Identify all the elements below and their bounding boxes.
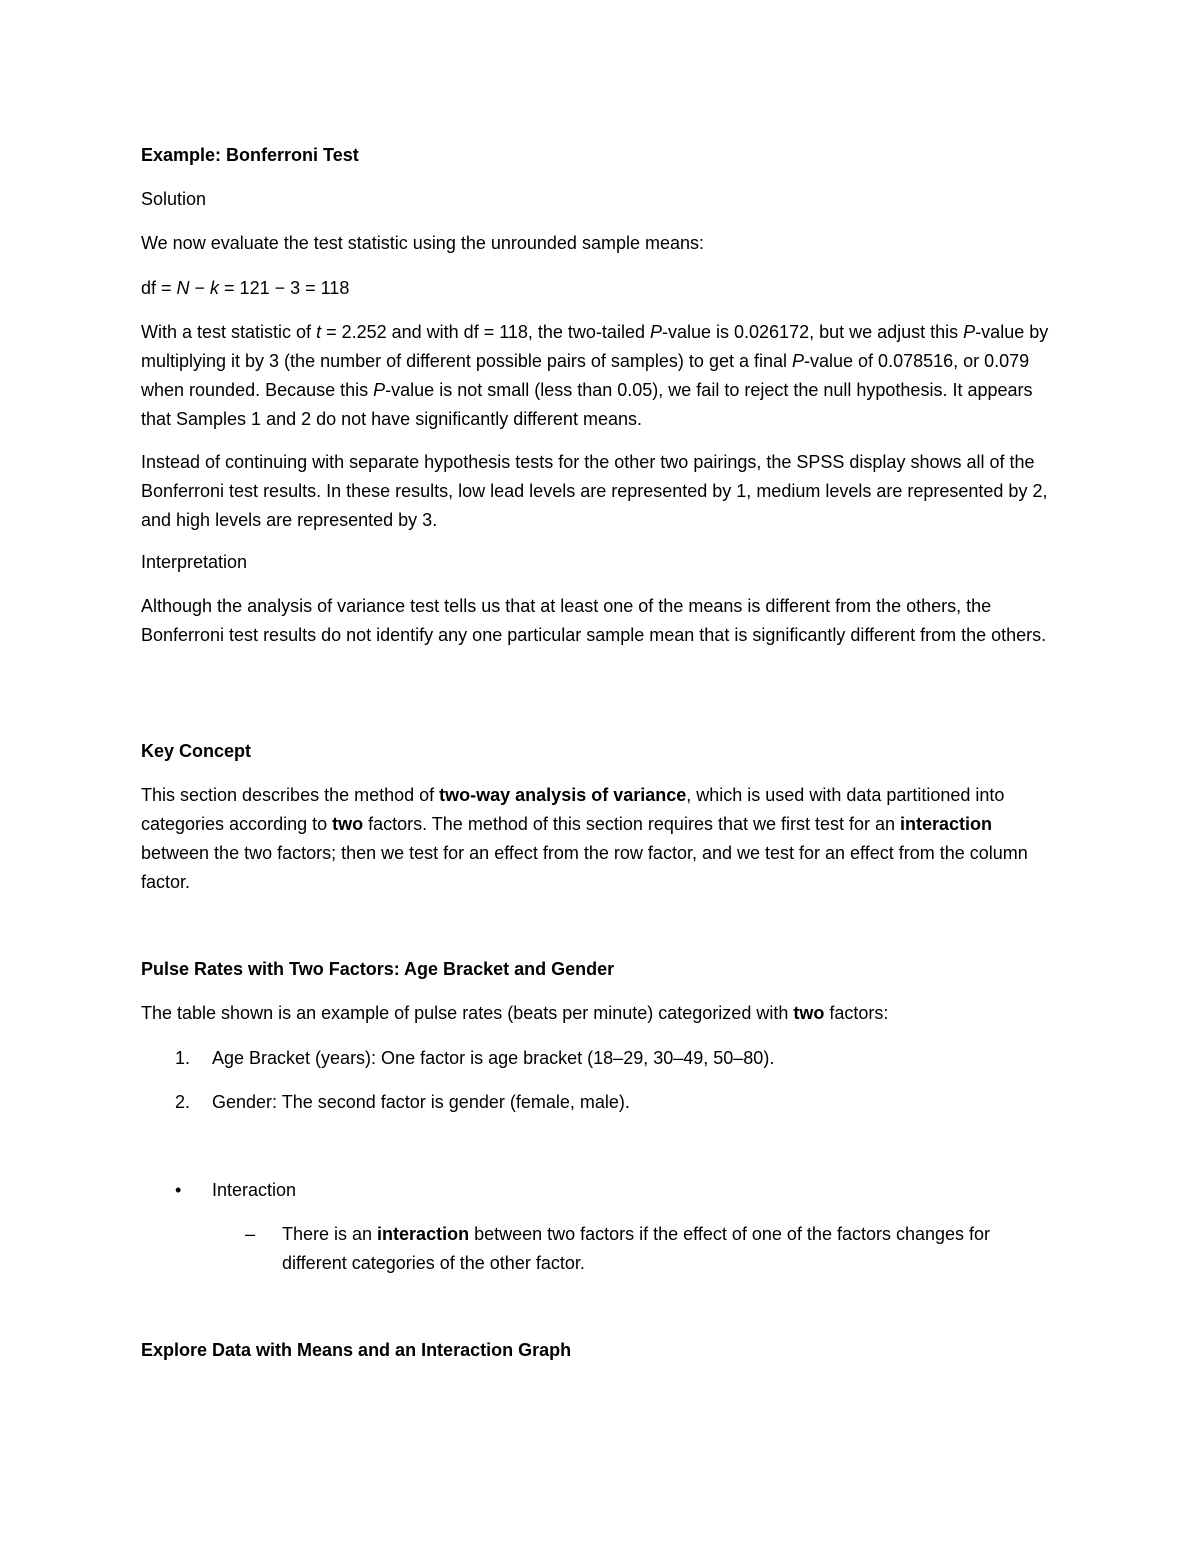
dash-icon: – (245, 1224, 256, 1244)
list-item: Age Bracket (years): One factor is age bracket (18–29, 30–49, 50–80). (212, 1048, 775, 1068)
solution-label: Solution (141, 189, 207, 209)
result-paragraph: With a test statistic of t = 2.252 and with df = 118, the two-tailed P-value is 0.026172, but we adjust this P-value by multiplying it by 3 (the number of different possible pairs of samples) to get a final P-value of 0.078516, or 0.079 when rounded. Because this P-value is not small (less than 0.05), we fail to reject the null hypothesis. It appears that Samples 1 and 2 do not have significantly different means. (141, 322, 1049, 429)
interpretation-paragraph: Although the analysis of variance test tells us that at least one of the means is different from the others, the Bonferroni test results do not identify any one particular sample mean that is significantly different from the others. (141, 596, 1047, 645)
pulse-intro: The table shown is an example of pulse rates (beats per minute) categorized with two factors: (141, 1003, 889, 1023)
df-formula: df = N − k = 121 − 3 = 118 (141, 278, 350, 298)
bullet-item-interaction: Interaction (212, 1180, 297, 1200)
list-item-number: 2. (175, 1092, 191, 1112)
list-item-number: 1. (175, 1048, 191, 1068)
interaction-definition: There is an interaction between two factors if the effect of one of the factors changes for different categories of the other factor. (282, 1224, 991, 1273)
key-concept-paragraph: This section describes the method of two-way analysis of variance, which is used with data partitioned into categories according to two factors. The method of this section requires that we first test for an interaction between the two factors; then we test for an effect from the row factor, and we test for an effect from the column factor. (141, 785, 1028, 892)
intro-text: We now evaluate the test statistic using the unrounded sample means: (141, 233, 704, 253)
bullet-icon: • (175, 1180, 182, 1200)
example-heading: Example: Bonferroni Test (141, 145, 359, 165)
key-concept-heading: Key Concept (141, 741, 252, 761)
pulse-rates-heading: Pulse Rates with Two Factors: Age Bracket and Gender (141, 959, 615, 979)
spss-paragraph: Instead of continuing with separate hypothesis tests for the other two pairings, the SPSS display shows all of the Bonferroni test results. In these results, low lead levels are represented by 1, medium levels are represented by 2, and high levels are represented by 3. (141, 452, 1048, 530)
interpretation-label: Interpretation (141, 552, 248, 572)
list-item: Gender: The second factor is gender (female, male). (212, 1092, 630, 1112)
explore-data-heading: Explore Data with Means and an Interaction Graph (141, 1340, 572, 1360)
